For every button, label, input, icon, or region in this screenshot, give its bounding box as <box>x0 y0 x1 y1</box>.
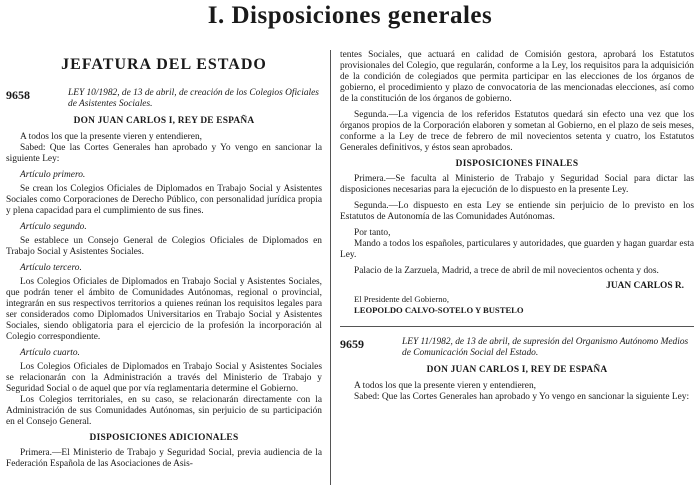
article-1-title: Artículo primero. <box>20 170 86 180</box>
law-summary: LEY 10/1982, de 13 de abril, de creación de los Colegios Oficiales de Asistentes Sociales. <box>68 88 319 109</box>
royal-signature: JUAN CARLOS R. <box>606 281 684 291</box>
left-column <box>6 56 322 470</box>
law-number-2: 9659 <box>340 337 364 351</box>
finales-segunda: Segunda.—Lo dispuesto en esta Ley se entiende sin perjuicio de lo previsto en los Estatutos de Autonomía de las Comunidades Autónomas. <box>340 201 694 222</box>
intro-line: A todos los que la presente vieren y entendieren, <box>20 132 202 142</box>
section-rule <box>340 326 694 327</box>
article-4-text-1: Los Colegios Oficiales de Diplomados en Trabajo Social y Asistentes Sociales se relacionarán con la Administración a través del Ministerio de Trabajo y Seguridad Social o de aquel que por vía reglamentaria determine el Gobierno. <box>6 362 322 394</box>
law-header-2 <box>340 337 694 359</box>
por-tanto: Por tanto, <box>354 228 391 238</box>
continuation-text: tentes Sociales, que actuará en calidad de Comisión gestora, aprobará los Estatutos provisionales del Colegio, que regularán, conforme a la Ley, los requisitos para la adquisición de la condición de colegiados que permita participar en las elecciones de los órganos de gobierno, el procedimiento y plazo de convocatoria de las mencionadas elecciones, así como de la constitución de los órganos de gobierno. <box>340 50 694 104</box>
palacio-text: Palacio de la Zarzuela, Madrid, a trece de abril de mil novecientos ochenta y dos. <box>354 266 659 276</box>
finales-primera: Primera.—Se faculta al Ministerio de Trabajo y Seguridad Social para dictar las disposiciones necesarias para la ejecución de lo dispuesto en la presente Ley. <box>340 174 694 195</box>
right-column <box>340 50 694 403</box>
article-3-title: Artículo tercero. <box>20 263 82 273</box>
article-4-title: Artículo cuarto. <box>20 348 80 358</box>
article-4-text-2: Los Colegios territoriales, en su caso, se relacionarán directamente con la Administración de sus Comunidades Autónomas, sin perjuicio de su participación en el Consejo General. <box>6 395 322 427</box>
article-3-text: Los Colegios Oficiales de Diplomados en Trabajo Social y Asistentes Sociales, que podrán tener el ámbito de Comunidades Autónomas, regional o provincial, integrarán en sus respectivos territorios a quienes reúnan los requisitos legales para ser considerados como Diplomados Universitarios en Trabajo Social y Asistentes Sociales, siendo obligatoria para el ejercicio de la profesión la incorporación al Colegio correspondiente. <box>6 277 322 342</box>
mando-text: Mando a todos los españoles, particulares y autoridades, que guarden y hagan guardar esta Ley. <box>340 239 694 260</box>
law-header <box>6 88 322 110</box>
law-number: 9658 <box>6 88 30 102</box>
intro-line-2: A todos los que la presente vieren y entendieren, <box>354 381 536 391</box>
king-heading: DON JUAN CARLOS I, REY DE ESPAÑA <box>73 116 255 126</box>
column-divider <box>330 50 331 485</box>
law-summary-2: LEY 11/1982, de 13 de abril, de supresión del Organismo Autónomo Medios de Comunicación Social del Estado. <box>402 337 689 358</box>
adicionales-text: Primera.—El Ministerio de Trabajo y Seguridad Social, previa audiencia de la Federación Española de las Asociaciones de Asis- <box>6 448 322 469</box>
king-heading-2: DON JUAN CARLOS I, REY DE ESPAÑA <box>426 365 608 375</box>
section-heading: JEFATURA DEL ESTADO <box>61 56 267 73</box>
segunda-text: Segunda.—La vigencia de los referidos Estatutos quedará sin efecto una vez que los órganos propios de la Corporación elaboren y sometan al Gobierno, en el plazo de seis meses, conforme a la Ley de trece de febrero de mil novecientos setenta y cuatro, los Estatutos Generales definitivos, y éstos sean aprobados. <box>340 110 694 153</box>
intro-sabed-2: Sabed: Que las Cortes Generales han aprobado y Yo vengo en sancionar la siguiente Ley: <box>354 392 690 402</box>
president-label: El Presidente del Gobierno, <box>354 294 449 304</box>
article-2-title: Artículo segundo. <box>20 222 87 232</box>
adicionales-heading: DISPOSICIONES ADICIONALES <box>89 433 239 443</box>
article-2-text: Se establece un Consejo General de Colegios Oficiales de Diplomados en Trabajo Social y Asistentes Sociales. <box>6 236 322 257</box>
intro-sabed: Sabed: Que las Cortes Generales han aprobado y Yo vengo en sancionar la siguiente Ley: <box>6 143 322 164</box>
president-name: LEOPOLDO CALVO-SOTELO Y BUSTELO <box>354 305 524 315</box>
article-1-text: Se crean los Colegios Oficiales de Diplomados en Trabajo Social y Asistentes Sociales como Corporaciones de Derecho Público, con personalidad jurídica propia y plena capacidad para el cumplimiento de sus fines. <box>6 184 322 216</box>
finales-heading: DISPOSICIONES FINALES <box>455 159 579 169</box>
page-title: I. Disposiciones generales <box>207 2 493 29</box>
